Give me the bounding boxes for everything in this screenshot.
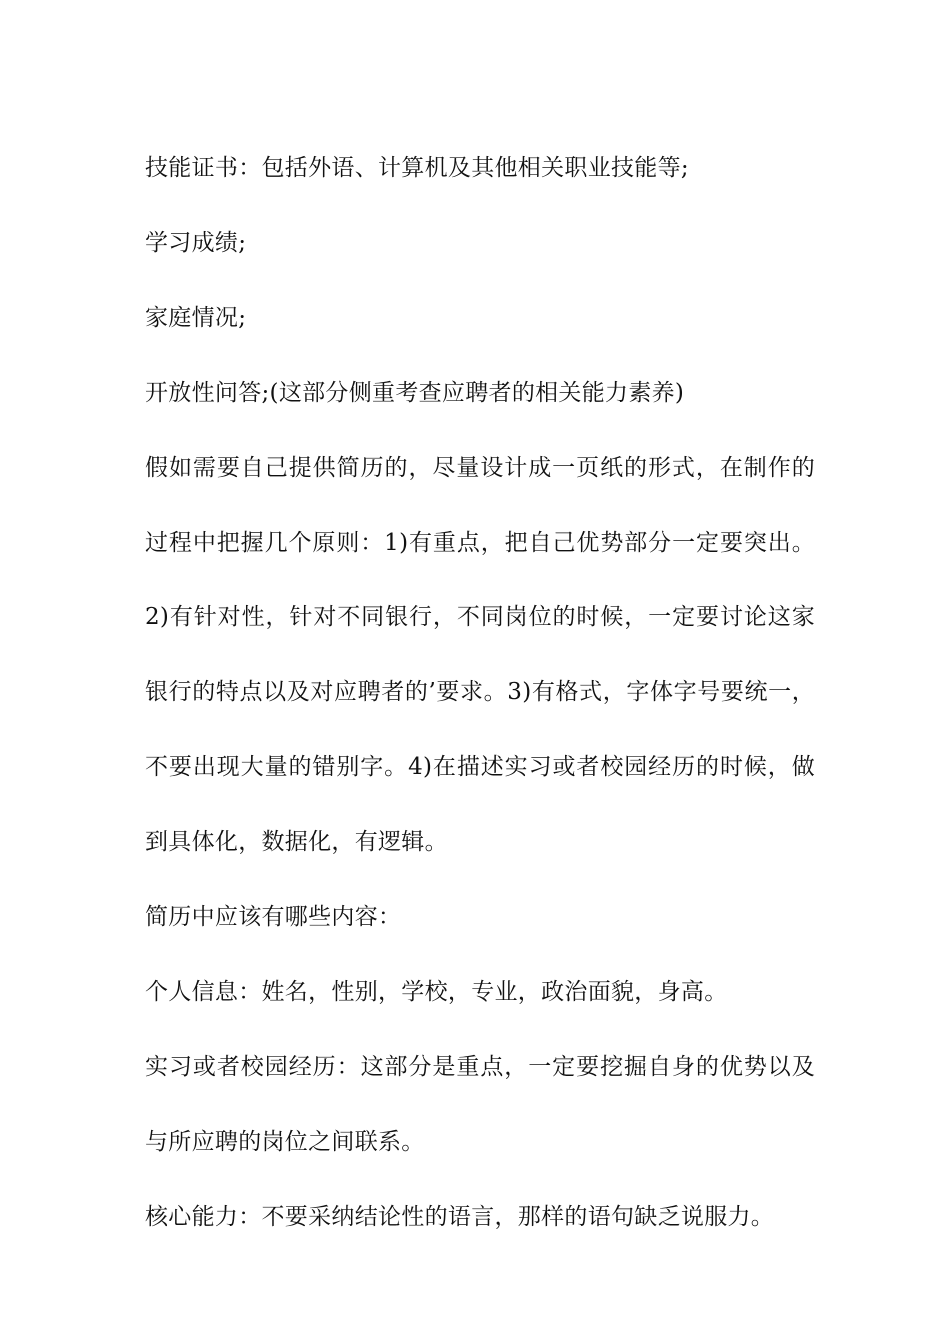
paragraph-resume-principles: 假如需要自己提供简历的，尽量设计成一页纸的形式，在制作的过程中把握几个原则：1)有重点，把自己优势部分一定要突出。2)有针对性，针对不同银行，不同岗位的时候，一定要讨论这家银行的特点以及对应聘者的’要求。3)有格式，字体字号要统一，不要出现大量的错别字。4)在描述实习或者校园经历的时候，做到具体化，数据化，有逻辑。 [145,454,815,856]
paragraph-internship-experience: 实习或者校园经历：这部分是重点，一定要挖掘自身的优势以及与所应聘的岗位之间联系。 [145,1053,815,1155]
paragraph-resume-contents-heading: 简历中应该有哪些内容： [145,904,402,931]
paragraph-open-questions: 开放性问答;(这部分侧重考查应聘者的相关能力素养) [145,379,685,406]
paragraph-core-abilities: 核心能力：不要采纳结论性的语言，那样的语句缺乏说服力。 [145,1203,775,1230]
paragraph-skill-certificates: 技能证书：包括外语、计算机及其他相关职业技能等; [145,155,689,181]
document-body [145,131,815,1255]
paragraph-academic-results: 学习成绩; [145,229,247,256]
paragraph-personal-info: 个人信息：姓名，性别，学校，专业，政治面貌，身高。 [145,978,728,1005]
paragraph-family-situation: 家庭情况; [145,304,247,331]
